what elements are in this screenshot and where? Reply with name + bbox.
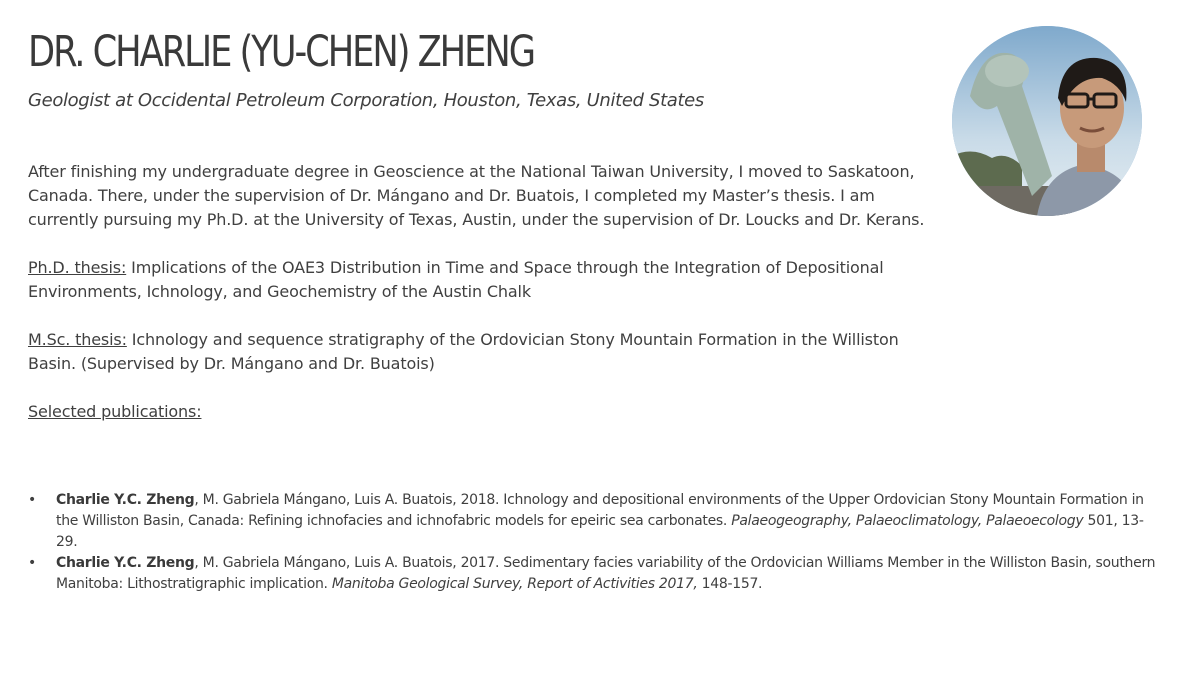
publication-item <box>28 490 1163 553</box>
bullet-icon: • <box>28 492 36 508</box>
publication-list <box>28 490 1163 595</box>
publication-details: , M. Gabriela Mángano, Luis A. Buatois, 2017. Sedimentary facies variability of the Ordovician Williams Member in the Williston Basin, southern Manitoba: Lithostratigraphic implication. <box>56 555 1156 592</box>
publication-journal: Manitoba Geological Survey, Report of Activities 2017, <box>331 576 698 592</box>
publication-pages: 501, 13-29. <box>56 513 1144 550</box>
phd-thesis <box>28 256 948 304</box>
selected-publications-label: Selected publications: <box>28 402 202 421</box>
selected-publications-heading <box>28 400 948 424</box>
profile-photo <box>952 26 1142 216</box>
msc-thesis <box>28 328 948 376</box>
msc-thesis-label: M.Sc. thesis: <box>28 330 127 349</box>
publication-pages: 148-157. <box>697 576 763 592</box>
publication-author: Charlie Y.C. Zheng <box>56 492 195 508</box>
publication-author: Charlie Y.C. Zheng <box>56 555 195 571</box>
phd-thesis-label: Ph.D. thesis: <box>28 258 127 277</box>
publication-item <box>28 553 1163 595</box>
bio-intro: After finishing my undergraduate degree in Geoscience at the National Taiwan University, I moved to Saskatoon, Canada. There, under the supervision of Dr. Mángano and Dr. Buatois, I completed my Master’s thesis. I am currently pursuing my Ph.D. at the University of Texas, Austin, under the supervision of Dr. Loucks and Dr. Kerans. <box>28 162 925 229</box>
page-title: DR. CHARLIE (YU-CHEN) ZHENG <box>28 27 534 77</box>
bullet-icon: • <box>28 555 36 571</box>
phd-thesis-text: Implications of the OAE3 Distribution in Time and Space through the Integration of Depositional Environments, Ichnology, and Geochemistry of the Austin Chalk <box>28 258 884 301</box>
msc-thesis-text: Ichnology and sequence stratigraphy of the Ordovician Stony Mountain Formation in the Williston Basin. (Supervised by Dr. Mángano and Dr. Buatois) <box>28 330 899 373</box>
portrait-photo-icon <box>952 26 1142 216</box>
publication-journal: Palaeogeography, Palaeoclimatology, Palaeoecology <box>731 513 1084 529</box>
page-subtitle: Geologist at Occidental Petroleum Corporation, Houston, Texas, United States <box>28 90 704 111</box>
publication-details: , M. Gabriela Mángano, Luis A. Buatois, 2018. Ichnology and depositional environments of the Upper Ordovician Stony Mountain Formation in the Williston Basin, Canada: Refining ichnofacies and ichnofabric models for epeiric sea carbonates. <box>56 492 1144 529</box>
